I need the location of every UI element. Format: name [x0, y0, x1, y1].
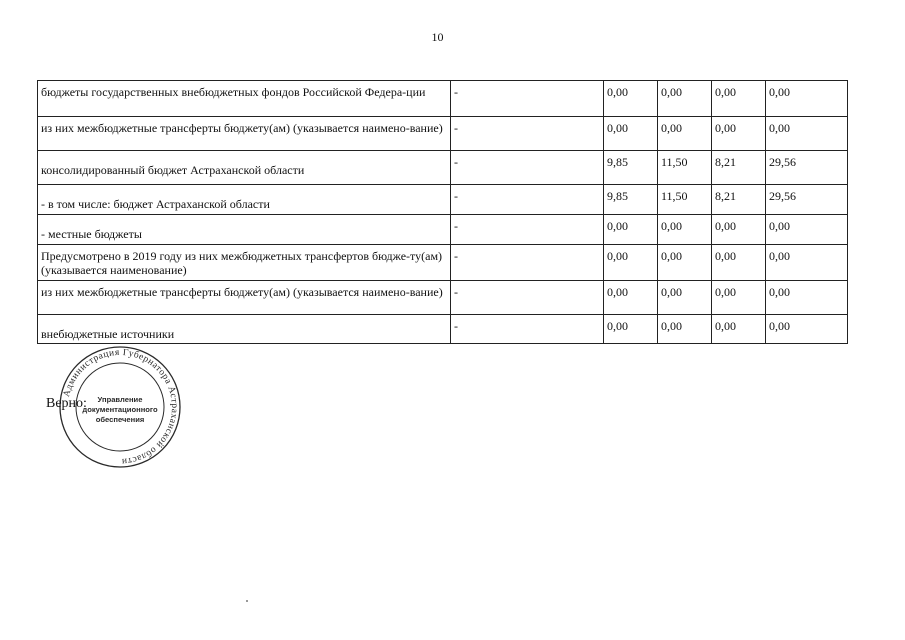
table-row	[38, 315, 848, 344]
value-cell: 11,50	[658, 185, 712, 215]
table-row	[38, 117, 848, 151]
page-number: 10	[431, 30, 444, 44]
value-cell: 0,00	[712, 245, 766, 281]
table-row	[38, 185, 848, 215]
svg-text:обеспечения: обеспечения	[95, 415, 145, 424]
value-cell: 0,00	[604, 81, 658, 117]
value-cell: 0,00	[658, 281, 712, 315]
row-name: из них межбюджетные трансферты бюджету(ам) (указывается наимено-вание)	[41, 285, 443, 299]
row-dash-cell: -	[451, 185, 604, 215]
value-cell: 0,00	[604, 215, 658, 245]
value-cell: 8,21	[712, 151, 766, 185]
value-cell: 0,00	[766, 215, 848, 245]
row-name: внебюджетные источники	[41, 327, 175, 341]
svg-text:документационного: документационного	[82, 405, 158, 414]
verno-label: Верно:	[46, 396, 87, 411]
row-name-cell	[38, 281, 451, 315]
value-cell: 0,00	[712, 215, 766, 245]
value-cell: 0,00	[658, 81, 712, 117]
value-cell: 0,00	[658, 215, 712, 245]
table-row	[38, 245, 848, 281]
row-dash-cell: -	[451, 281, 604, 315]
row-name: консолидированный бюджет Астраханской области	[41, 163, 305, 177]
row-name-cell	[38, 185, 451, 215]
row-dash-cell: -	[451, 151, 604, 185]
row-name: - в том числе: бюджет Астраханской области	[41, 197, 270, 211]
value-cell: 0,00	[766, 81, 848, 117]
value-cell: 9,85	[604, 185, 658, 215]
value-cell: 9,85	[604, 151, 658, 185]
row-name-cell	[38, 151, 451, 185]
row-dash-cell: -	[451, 315, 604, 344]
row-dash-cell: -	[451, 81, 604, 117]
budget-table	[37, 80, 848, 344]
value-cell: 0,00	[712, 281, 766, 315]
value-cell: 11,50	[658, 151, 712, 185]
value-cell: 0,00	[766, 245, 848, 281]
row-name: Предусмотрено в 2019 году из них межбюджетных трансфертов бюдже-ту(ам) (указывается наименование)	[41, 249, 443, 277]
svg-text:Управление: Управление	[97, 395, 143, 404]
svg-text:Администрация Губернатора Астр: Администрация Губернатора Астраханской области	[62, 347, 180, 467]
value-cell: 29,56	[766, 151, 848, 185]
row-name-cell	[38, 81, 451, 117]
value-cell: 29,56	[766, 185, 848, 215]
row-name: - местные бюджеты	[41, 227, 142, 241]
value-cell: 0,00	[658, 315, 712, 344]
value-cell: 0,00	[766, 117, 848, 151]
value-cell: 0,00	[712, 315, 766, 344]
value-cell: 0,00	[712, 117, 766, 151]
row-dash-cell: -	[451, 245, 604, 281]
row-name-cell	[38, 215, 451, 245]
row-name-cell	[38, 245, 451, 281]
value-cell: 0,00	[604, 245, 658, 281]
table-row	[38, 81, 848, 117]
table-row	[38, 151, 848, 185]
table-row	[38, 215, 848, 245]
value-cell: 0,00	[658, 245, 712, 281]
value-cell: 0,00	[604, 315, 658, 344]
row-dash-cell: -	[451, 117, 604, 151]
row-name-cell	[38, 117, 451, 151]
value-cell: 8,21	[712, 185, 766, 215]
table-row	[38, 281, 848, 315]
row-name: из них межбюджетные трансферты бюджету(ам) (указывается наимено-вание)	[41, 121, 443, 135]
value-cell: 0,00	[604, 117, 658, 151]
row-name: бюджеты государственных внебюджетных фондов Российской Федера-ции	[41, 85, 426, 99]
value-cell: 0,00	[604, 281, 658, 315]
row-dash-cell: -	[451, 215, 604, 245]
value-cell: 0,00	[658, 117, 712, 151]
value-cell: 0,00	[766, 315, 848, 344]
value-cell: 0,00	[766, 281, 848, 315]
scan-speck	[246, 600, 248, 602]
value-cell: 0,00	[712, 81, 766, 117]
row-name-cell	[38, 315, 451, 344]
